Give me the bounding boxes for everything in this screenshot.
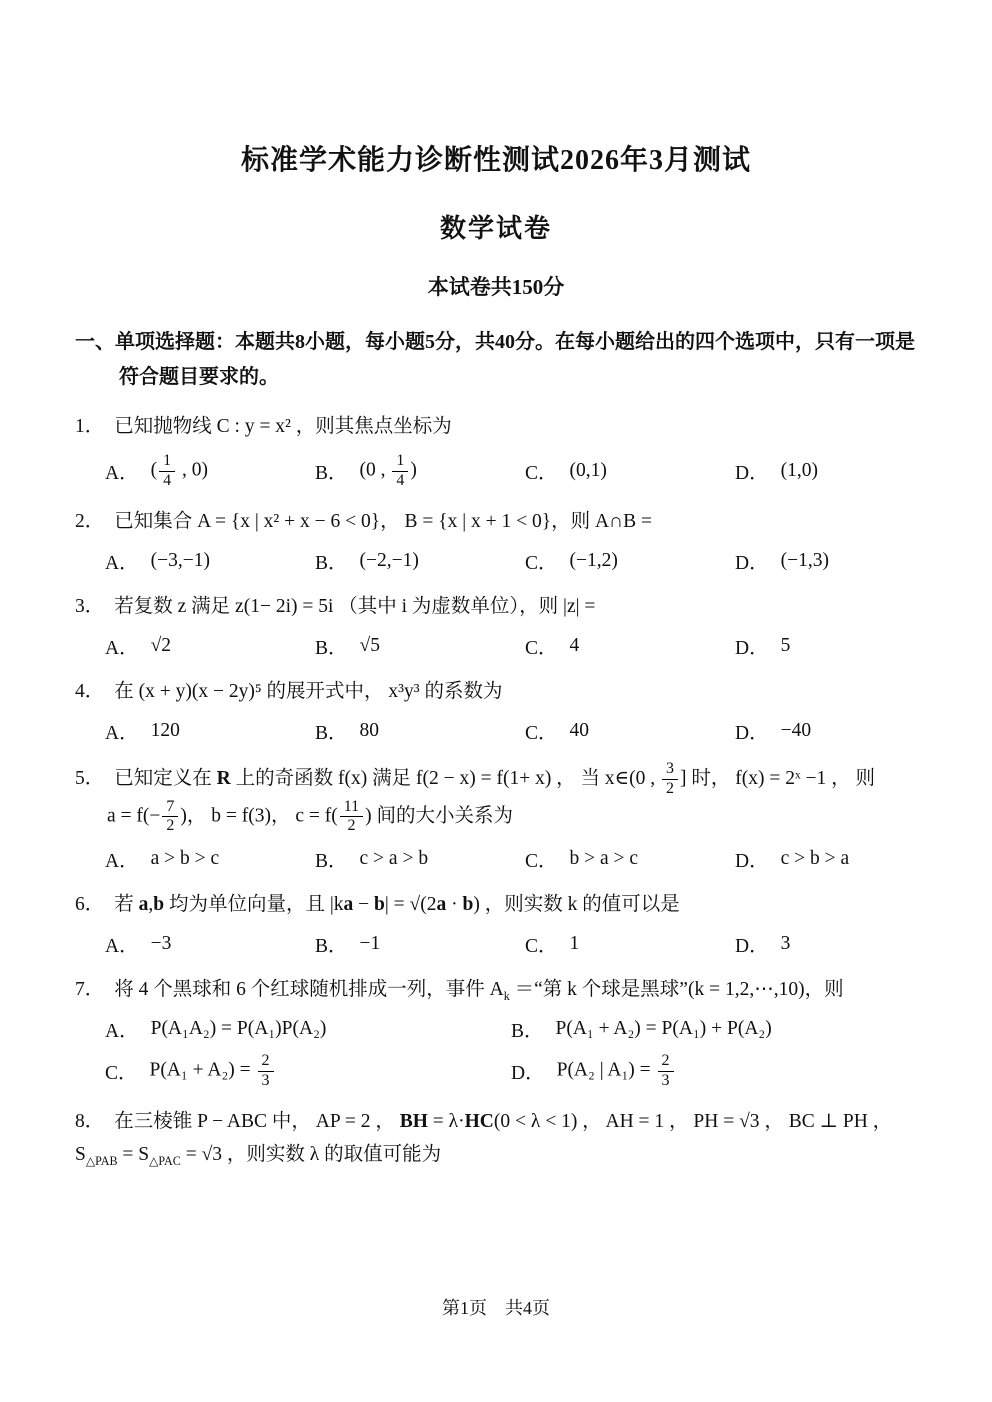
option-text: (−1,2) (569, 550, 618, 572)
option-text: √2 (150, 635, 172, 657)
option-label: B． (315, 463, 348, 485)
option-label: C． (525, 850, 558, 872)
option-label: A． (105, 723, 139, 745)
option-text: P(A₁ + A₂) = P(A₁) + P(A₂) (555, 1018, 772, 1040)
option-d (735, 632, 790, 660)
option-c (525, 547, 735, 575)
option-text: 80 (359, 720, 380, 742)
option-c (525, 717, 735, 745)
question-number: 2． (75, 510, 105, 532)
question-1-stem (75, 410, 917, 443)
option-text: 120 (150, 720, 180, 742)
option-label: B． (511, 1021, 544, 1043)
option-label: A． (105, 1021, 139, 1043)
option-label: C． (105, 1063, 138, 1085)
option-c (525, 632, 735, 660)
question-number: 3． (75, 596, 105, 618)
option-label: B． (315, 723, 348, 745)
question-number: 5． (75, 767, 105, 789)
option-label: B． (315, 553, 348, 575)
option-d (735, 930, 790, 958)
option-a (105, 452, 315, 490)
option-a (105, 547, 315, 575)
option-c (525, 845, 735, 873)
section-one-header: 一、单项选择题：本题共8小题，每小题5分，共40分。在每小题给出的四个选项中，只有一项是符合题目要求的。 (75, 331, 915, 388)
question-number: 8． (75, 1111, 105, 1133)
question-6-options (105, 930, 917, 958)
option-text: −3 (150, 932, 172, 954)
option-label: D． (735, 723, 769, 745)
option-d (511, 1052, 917, 1090)
option-d (735, 457, 818, 485)
question-stem-text: 已知抛物线 C : y = x² ，则其焦点坐标为 (114, 416, 452, 437)
option-label: D． (735, 463, 769, 485)
option-text: P(A₁A₂) = P(A₁)P(A₂) (150, 1018, 327, 1040)
question-3-options (105, 632, 917, 660)
option-d (735, 717, 811, 745)
page-footer: 第1页 共4页 (442, 1298, 550, 1318)
option-text: ( $\frac{1}{4}$ , 0) (150, 452, 208, 489)
question-1 (75, 410, 917, 490)
option-b (315, 452, 525, 490)
option-text: (1,0) (780, 460, 818, 482)
option-a (105, 717, 315, 745)
question-4-options (105, 717, 917, 745)
option-b (315, 930, 525, 958)
option-text: −1 (359, 932, 381, 954)
exam-title: 标准学术能力诊断性测试2026年3月测试 (240, 145, 751, 176)
option-c (525, 930, 735, 958)
option-label: B． (315, 638, 348, 660)
option-text: P(A₁ + A₂) = $\frac{2}{3}$ (150, 1052, 276, 1090)
option-text: 5 (780, 635, 791, 657)
option-label: A． (105, 553, 139, 575)
question-8 (75, 1105, 917, 1172)
option-text: (−3,−1) (150, 550, 210, 572)
option-c (525, 457, 735, 485)
question-1-options (105, 452, 917, 490)
option-label: D． (511, 1063, 545, 1085)
option-a (105, 930, 315, 958)
option-label: D． (735, 638, 769, 660)
question-stem-text: 将 4 个黑球和 6 个红球随机排成一列，事件 $A_k$ ＝“第 k 个球是黑球”(k = 1,2,⋯,10)，则 (114, 978, 844, 1003)
question-number: 4． (75, 681, 105, 703)
question-2 (75, 505, 917, 575)
question-2-stem (75, 505, 917, 538)
exam-subtitle: 数学试卷 (439, 214, 552, 243)
score-note: 本试卷共150分 (427, 275, 565, 299)
question-4-stem (75, 675, 917, 708)
option-text: (−1,3) (780, 550, 829, 572)
question-7 (75, 973, 917, 1090)
question-2-options (105, 547, 917, 575)
question-3-stem (75, 590, 917, 623)
option-label: B． (315, 935, 348, 957)
option-b (511, 1015, 917, 1043)
question-7-stem (75, 973, 917, 1006)
option-b (315, 632, 525, 660)
option-label: C． (525, 723, 558, 745)
option-label: C． (525, 638, 558, 660)
option-text: a > b > c (150, 847, 220, 869)
question-stem-text: 在三棱锥 P − ABC 中， AP = 2 ， BH = λ·HC(0 < λ < 1) ， AH = 1 ， PH = √3 ， BC ⊥ PH ， (114, 1111, 893, 1133)
question-7-options-row2 (105, 1052, 917, 1090)
option-text: 1 (569, 932, 580, 954)
question-stem-text: 在 (x + y)(x − 2y)⁵ 的展开式中， x³y³ 的系数为 (114, 681, 503, 703)
option-a (105, 845, 315, 873)
option-label: A． (105, 850, 139, 872)
option-b (315, 547, 525, 575)
question-7-options-row1 (105, 1015, 917, 1043)
option-text: c > a > b (359, 847, 429, 869)
option-label: D． (735, 850, 769, 872)
option-label: D． (735, 935, 769, 957)
option-label: A． (105, 935, 139, 957)
question-stem-text: 已知集合 A = {x | x² + x − 6 < 0}， B = {x | x + 1 < 0}，则 A∩B = (114, 510, 653, 532)
option-label: B． (315, 850, 348, 872)
option-label: A． (105, 638, 139, 660)
question-number: 1． (75, 416, 105, 437)
option-label: C． (525, 553, 558, 575)
question-number: 6． (75, 893, 105, 915)
question-5-stem-line2: a = f(− $\frac{7}{2}$ )， b = f(3)， c = f( $\frac{11}{2}$ ) 间的大小关系为 (107, 798, 514, 835)
question-4 (75, 675, 917, 745)
question-5-stem (75, 760, 917, 798)
option-text: c > b > a (780, 847, 850, 869)
question-stem-text: 若复数 z 满足 z(1− 2i) = 5i （其中 i 为虚数单位），则 |z| = (114, 596, 596, 618)
option-label: C． (525, 463, 558, 485)
option-b (315, 717, 525, 745)
option-text: −40 (780, 720, 812, 742)
option-d (735, 845, 849, 873)
option-a (105, 1015, 511, 1043)
option-label: C． (525, 935, 558, 957)
option-c (105, 1052, 511, 1090)
option-text: 40 (569, 720, 590, 742)
question-number: 7． (75, 978, 105, 1000)
question-stem-text: 已知定义在 R 上的奇函数 f(x) 满足 f(2 − x) = f(1+ x) ， 当 x∈(0 , $\frac{3}{2}$ ] 时， f(x) = 2ˣ −1 ， 则 (114, 760, 875, 797)
question-stem-text: 若 a,b 均为单位向量，且 |ka − b| = √(2a · b) ，则实数 k 的值可以是 (114, 893, 680, 915)
option-label: A． (105, 463, 139, 485)
option-text: (0 , $\frac{1}{4}$ ) (359, 452, 417, 489)
question-5 (75, 760, 917, 873)
question-8-stem (75, 1105, 917, 1138)
option-d (735, 547, 829, 575)
question-6 (75, 888, 917, 958)
option-label: D． (735, 553, 769, 575)
question-3 (75, 590, 917, 660)
option-text: √5 (359, 635, 380, 657)
option-text: (0,1) (569, 460, 607, 482)
option-text: (−2,−1) (359, 550, 419, 572)
question-6-stem (75, 888, 917, 921)
question-8-stem-line2: $S_{\triangle PAB} = S_{\triangle PAC} = √3$ ，则实数 λ 的取值可能为 (75, 1144, 442, 1169)
option-a (105, 632, 315, 660)
option-text: P(A₂ | A₁) = $\frac{2}{3}$ (557, 1052, 676, 1090)
option-text: 3 (780, 932, 791, 954)
option-b (315, 845, 525, 873)
option-text: 4 (569, 635, 580, 657)
option-text: b > a > c (569, 847, 639, 869)
question-5-options (105, 845, 917, 873)
